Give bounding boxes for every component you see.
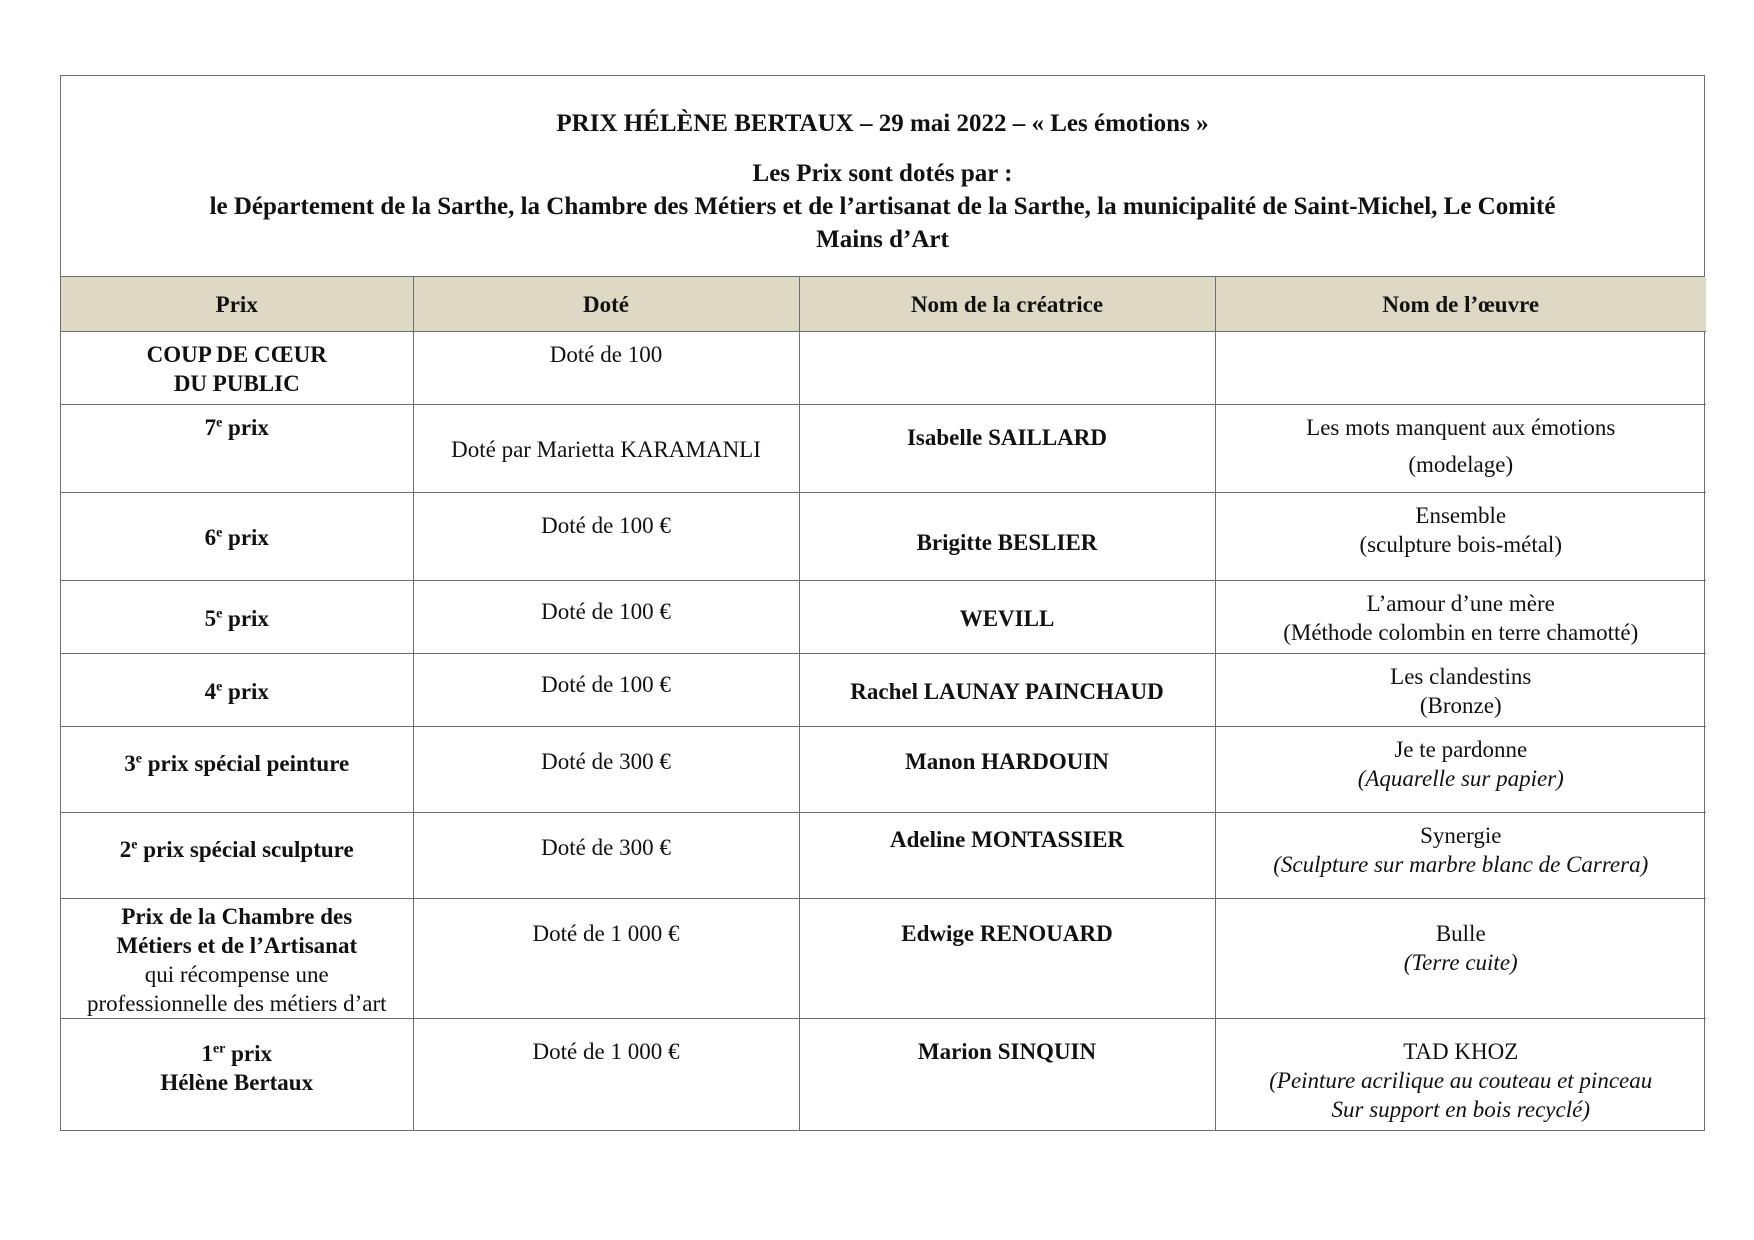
sponsor-heading: Les Prix sont dotés par : [752,160,1013,187]
creator-cell: Rachel LAUNAY PAINCHAUD [799,654,1215,727]
prize-ordinal: e [216,678,223,694]
prize-ordinal: er [212,1041,226,1057]
prize-description-line: professionnelle des métiers d’art [86,991,387,1016]
work-title: Les mots manquent aux émotions [1306,415,1616,440]
prize-number: 3 [124,751,136,776]
work-detail: (Aquarelle sur papier) [1357,766,1564,791]
table-header-row [61,277,1706,332]
column-header-prix: Prix [61,277,413,332]
creator-cell: WEVILL [799,581,1215,654]
sponsor-line-1: le Département de la Sarthe, la Chambre des Métiers et de l’artisanat de la Sarthe, la municipalité de Saint-Michel, Le Comité [209,193,1556,220]
dote-cell: Doté de 1 000 € [413,1019,799,1131]
work-detail: (Sculpture sur marbre blanc de Carrera) [1273,852,1649,877]
prize-ordinal: e [131,837,138,853]
prize-cell [61,581,413,654]
work-title: Les clandestins [1390,664,1532,689]
work-detail: (Terre cuite) [1403,950,1518,975]
prize-ordinal: e [216,525,223,541]
work-cell [1215,581,1706,654]
work-title: Ensemble [1415,503,1507,528]
column-header-creatrice: Nom de la créatrice [799,277,1215,332]
prize-label: prix [225,1041,273,1066]
creator-cell: Manon HARDOUIN [799,727,1215,813]
work-cell [1215,654,1706,727]
prize-label-line: Hélène Bertaux [160,1070,314,1095]
work-title: Synergie [1420,823,1502,848]
prize-label-line: COUP DE CŒUR [146,342,327,367]
work-cell [1215,1019,1706,1131]
creator-cell: Marion SINQUIN [799,1019,1215,1131]
prize-ordinal: e [135,751,142,767]
prize-number: 6 [204,525,217,550]
dote-cell: Doté de 100 [413,332,799,405]
dote-cell: Doté de 300 € [413,813,799,899]
table-row [61,1019,1706,1131]
work-detail: (Méthode colombin en terre chamotté) [1283,620,1639,645]
prize-document [60,75,1705,1131]
table-row [61,405,1706,493]
prize-number: 4 [204,678,217,704]
prize-label-line [67,1039,407,1068]
prize-number: 5 [204,605,217,631]
work-cell [1215,813,1706,899]
work-cell [1215,332,1706,405]
prize-table [61,277,1706,1130]
prize-number: 7 [204,415,217,440]
prize-label: prix [222,415,269,440]
prize-label-line: Métiers et de l’Artisanat [116,933,358,958]
dote-cell: Doté de 1 000 € [413,899,799,1019]
work-title: TAD KHOZ [1403,1039,1519,1064]
work-detail: (Peinture acrilique au couteau et pinceau [1269,1068,1653,1093]
creator-cell [799,332,1215,405]
prize-label: prix [222,605,269,631]
work-title: Je te pardonne [1394,737,1528,762]
creator-cell: Brigitte BESLIER [799,493,1215,581]
sponsor-line-2: Mains d’Art [816,226,949,253]
work-cell [1215,405,1706,493]
column-header-dote: Doté [413,277,799,332]
table-row [61,654,1706,727]
sponsor-list [81,190,1684,256]
prize-cell [61,899,413,1019]
work-detail: (sculpture bois-métal) [1359,532,1562,557]
prize-label: prix spécial sculpture [137,837,354,862]
prize-cell [61,1019,413,1131]
work-cell [1215,727,1706,813]
table-row [61,899,1706,1019]
prize-cell [61,727,413,813]
prize-label-line: Prix de la Chambre des [121,904,353,929]
prize-label-line: DU PUBLIC [173,371,300,396]
prize-ordinal: e [216,415,223,431]
column-header-oeuvre: Nom de l’œuvre [1215,277,1706,332]
prize-label: prix spécial peinture [142,751,350,776]
dote-cell: Doté par Marietta KARAMANLI [413,405,799,493]
prize-label: prix [222,525,269,550]
prize-label: prix [222,678,269,704]
prize-number: 2 [119,837,132,862]
table-row [61,332,1706,405]
prize-cell [61,813,413,899]
document-title: PRIX HÉLÈNE BERTAUX – 29 mai 2022 – « Les émotions » [556,110,1209,137]
table-row [61,813,1706,899]
prize-cell [61,654,413,727]
table-row [61,493,1706,581]
prize-cell [61,405,413,493]
work-detail: (Bronze) [1419,693,1502,718]
dote-cell: Doté de 300 € [413,727,799,813]
prize-ordinal: e [216,605,223,621]
dote-cell: Doté de 100 € [413,493,799,581]
work-title: L’amour d’une mère [1366,591,1555,616]
prize-cell [61,493,413,581]
prize-cell [61,332,413,405]
work-cell [1215,899,1706,1019]
creator-cell: Adeline MONTASSIER [799,813,1215,899]
creator-cell: Edwige RENOUARD [799,899,1215,1019]
dote-cell: Doté de 100 € [413,654,799,727]
prize-description-line: qui récompense une [144,962,329,987]
dote-cell: Doté de 100 € [413,581,799,654]
table-row [61,581,1706,654]
document-header [61,76,1704,277]
creator-cell: Isabelle SAILLARD [799,405,1215,493]
prize-number: 1 [201,1041,213,1066]
work-title: Bulle [1435,921,1486,946]
work-cell [1215,493,1706,581]
work-detail: Sur support en bois recyclé) [1331,1097,1590,1122]
work-detail: (modelage) [1408,452,1514,477]
table-row [61,727,1706,813]
